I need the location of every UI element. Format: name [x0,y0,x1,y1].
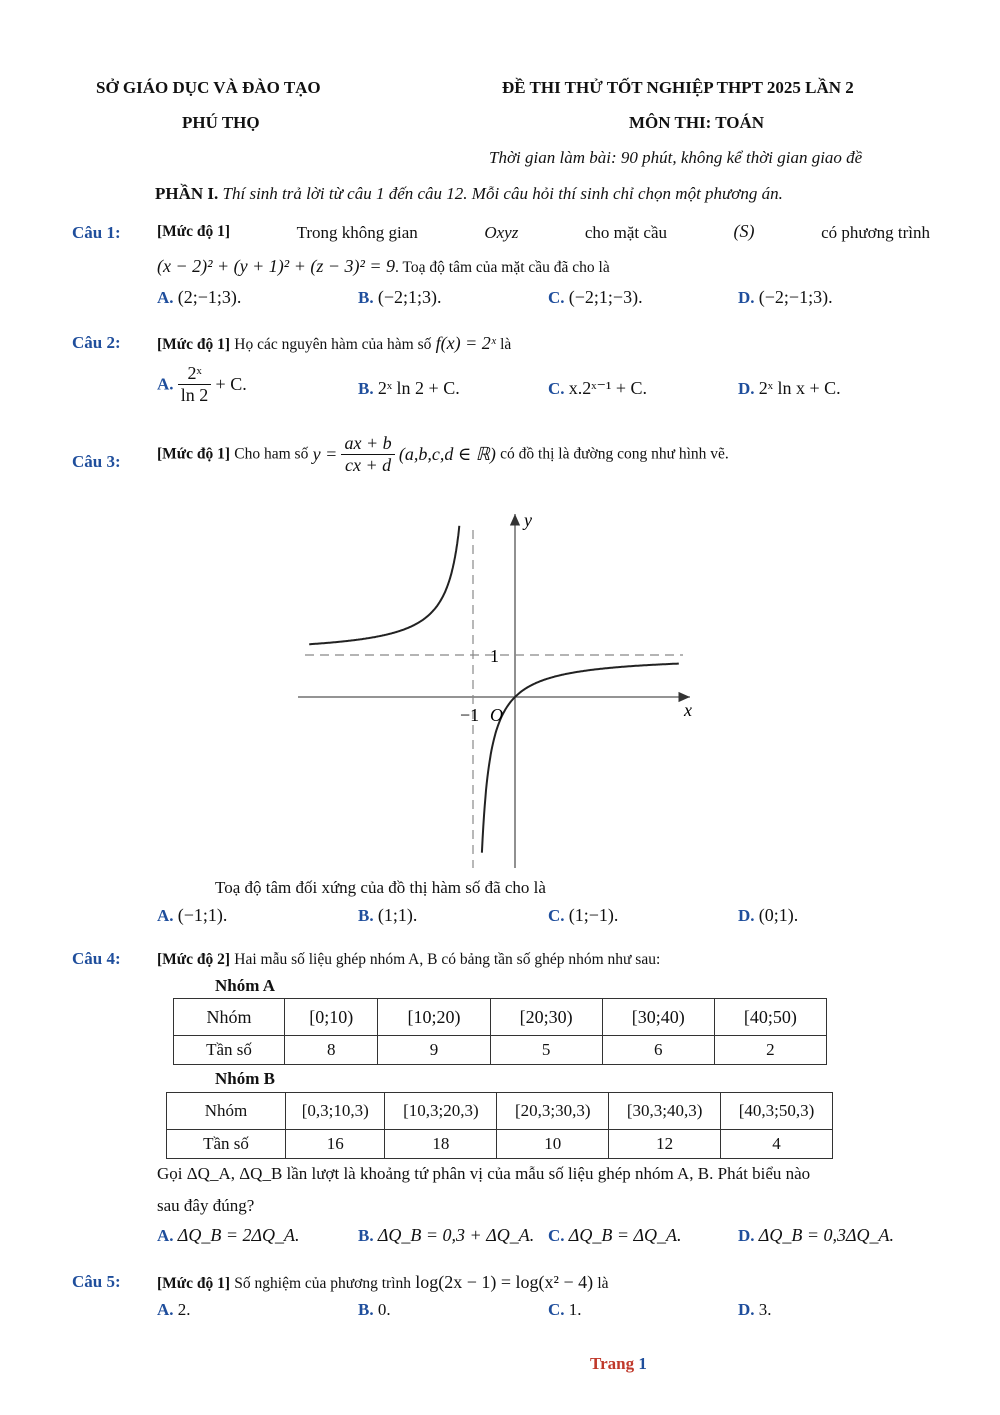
exam-subject: MÔN THI: TOÁN [629,113,765,132]
q1-level: [Mức độ 1] [157,223,231,240]
q4-question-line2: sau đây đúng? [157,1196,255,1215]
q3-text-end: có đồ thị là đường cong như hình vẽ. [500,445,729,463]
q5-option-d[interactable]: D. 3. [738,1300,772,1319]
q2-text-end: là [500,336,512,353]
table-b-freq: 12 [609,1130,721,1159]
q3-fraction: $\frac{ax + b}{cx + d}$ [341,433,394,476]
y-axis-label: y [524,510,532,530]
q4-level: [Mức độ 2] [157,951,231,968]
q4-text: Hai mẫu số liệu ghép nhóm A, B có bảng tần số ghép nhóm như sau: [234,951,661,968]
table-b-freq: 16 [286,1130,385,1159]
q1-text-c: có phương trình [821,223,930,242]
table-b-group: [40,3;50,3) [721,1093,833,1130]
q2-label: Câu 2: [72,333,121,352]
q1-text-d: . Toạ độ tâm của mặt cầu đã cho là [395,259,610,276]
province: PHÚ THỌ [182,113,260,132]
q5-text: Số nghiệm của phương trình [234,1275,412,1292]
q4-option-d[interactable]: D. ΔQ_B = 0,3ΔQ_A. [738,1225,895,1245]
q3-label: Câu 3: [72,452,121,471]
curve-right-branch [482,664,679,853]
table-a-title: Nhóm A [215,976,275,995]
q4-option-a[interactable]: A. ΔQ_B = 2ΔQ_A. [157,1225,300,1245]
table-a-freq-head: Tần số [174,1036,285,1065]
curve-left-branch [309,526,459,644]
q1-equation: (x − 2)² + (y + 1)² + (z − 3)² = 9 [157,256,396,276]
table-b [166,1092,833,1159]
table-a-group: [10;20) [378,999,490,1036]
table-a-group: [0;10) [285,999,378,1036]
q2-level: [Mức độ 1] [157,336,231,353]
q4-option-c[interactable]: C. ΔQ_B = ΔQ_A. [548,1225,682,1245]
table-a-group: [30;40) [602,999,714,1036]
table-b-freq: 4 [721,1130,833,1159]
q5-equation: log(2x − 1) = log(x² − 4) [415,1272,594,1292]
q2-option-a[interactable]: A. $\frac{\text{2ˣ}}{\ln 2}$ + C. [157,363,247,405]
q2-option-d[interactable]: D. 2ˣ ln x + C. [738,378,841,398]
q1-text-a: Trong không gian [296,223,418,242]
exam-title: ĐỀ THI THỬ TỐT NGHIỆP THPT 2025 LẦN 2 [502,78,854,97]
table-a [173,998,827,1065]
q5-stem [157,1272,609,1293]
x-axis-label: x [684,700,692,720]
q3-question: Toạ độ tâm đối xứng của đồ thị hàm số đã cho là [215,878,546,897]
table-b-group: [20,3;30,3) [497,1093,609,1130]
time-note: Thời gian làm bài: 90 phút, không kể thời gian giao đề [489,148,863,167]
footer-page-number: 1 [638,1354,647,1373]
q1-option-d[interactable]: D. (−2;−1;3). [738,287,833,307]
q1-label: Câu 1: [72,223,121,242]
q3-params: (a,b,c,d ∈ ℝ) [398,444,496,464]
q5-text-end: là [597,1275,609,1292]
q2-option-b[interactable]: B. 2ˣ ln 2 + C. [358,378,460,398]
table-a-freq: 2 [714,1036,826,1065]
table-b-title: Nhóm B [215,1069,275,1088]
table-b-freq-head: Tần số [167,1130,286,1159]
q3-option-b[interactable]: B. (1;1). [358,905,418,925]
q1-text-b: cho mặt cầu [584,223,667,242]
q5-level: [Mức độ 1] [157,1275,231,1292]
q4-question-line1: Gọi ΔQ_A, ΔQ_B lần lượt là khoảng tứ phân vị của mẫu số liệu ghép nhóm A, B. Phát biểu nào [157,1164,811,1183]
q4-stem [157,949,660,969]
q1-oxyz: Oxyz [484,223,519,242]
q3-option-a[interactable]: A. (−1;1). [157,905,228,925]
q5-label: Câu 5: [72,1272,121,1291]
q4-label: Câu 4: [72,949,121,968]
table-a-group: [20;30) [490,999,602,1036]
table-b-freq: 10 [497,1130,609,1159]
origin-label: O [490,705,503,725]
school-department: SỞ GIÁO DỤC VÀ ĐÀO TẠO [96,78,321,97]
part-text: Thí sinh trả lời từ câu 1 đến câu 12. Mỗi câu hỏi thí sinh chỉ chọn một phương án. [222,184,783,203]
table-a-group: [40;50) [714,999,826,1036]
table-a-freq: 8 [285,1036,378,1065]
q3-option-d[interactable]: D. (0;1). [738,905,799,925]
table-a-freq: 9 [378,1036,490,1065]
tick-label-minus-1: −1 [460,705,480,725]
q3-text: Cho ham số [234,445,309,463]
table-a-freq: 6 [602,1036,714,1065]
q2-func: f(x) = 2ˣ [435,333,496,353]
q4-option-b[interactable]: B. ΔQ_B = 0,3 + ΔQ_A. [358,1225,535,1245]
table-b-group: [10,3;20,3) [385,1093,497,1130]
footer-label: Trang [590,1354,635,1373]
page-footer [590,1354,647,1374]
q5-option-b[interactable]: B. 0. [358,1300,391,1319]
q3-level: [Mức độ 1] [157,445,231,463]
q1-option-b[interactable]: B. (−2;1;3). [358,287,442,307]
q5-option-a[interactable]: A. 2. [157,1300,191,1319]
q5-option-c[interactable]: C. 1. [548,1300,582,1319]
q1-option-a[interactable]: A. (2;−1;3). [157,287,242,307]
table-b-row-head: Nhóm [167,1093,286,1130]
table-b-group: [30,3;40,3) [609,1093,721,1130]
tick-label-1: 1 [490,646,499,666]
q1-s: (S) [733,221,755,241]
q2-option-c[interactable]: C. x.2ˣ⁻¹ + C. [548,378,648,398]
table-a-freq: 5 [490,1036,602,1065]
part-label: PHẦN I. [155,184,219,203]
table-a-row-head: Nhóm [174,999,285,1036]
table-b-freq: 18 [385,1130,497,1159]
q3-option-c[interactable]: C. (1;−1). [548,905,619,925]
q1-option-c[interactable]: C. (−2;1;−3). [548,287,643,307]
q2-text: Họ các nguyên hàm của hàm số [234,336,432,353]
q3-y-eq: y = [312,444,338,464]
table-b-group: [0,3;10,3) [286,1093,385,1130]
